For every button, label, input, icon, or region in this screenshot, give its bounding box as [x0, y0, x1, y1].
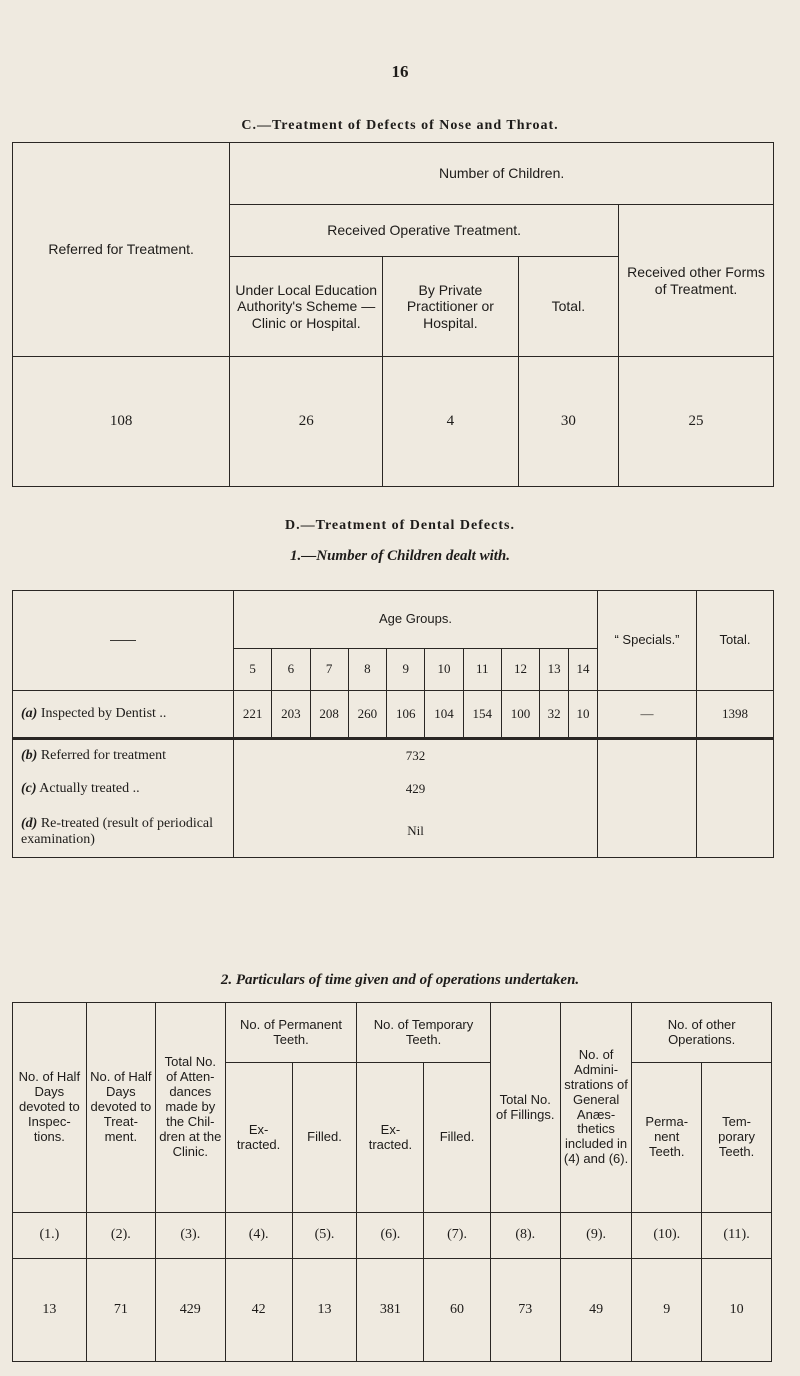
value-under-local: 26 [230, 357, 383, 487]
header-permanent: No. of Permanent Teeth. [225, 1003, 357, 1063]
column-number: (9). [560, 1213, 632, 1259]
value-cell: 10 [702, 1259, 772, 1362]
age-10: 10 [425, 649, 463, 691]
value-cell: 49 [560, 1259, 632, 1362]
section-d-subtitle-1: 1.—Number of Children dealt with. [289, 548, 511, 564]
age-11: 11 [463, 649, 501, 691]
header-received-operative: Received Operative Treatment. [230, 205, 619, 257]
column-number: (6). [357, 1213, 424, 1259]
value-cell: 381 [357, 1259, 424, 1362]
header-under-local: Under Local Education Authority's Scheme —Clinic or Hospital. [230, 257, 383, 357]
header-anaesthetics: No. of Admini- strations of General Anæs- thetics included in (4) and (6). [560, 1003, 632, 1213]
row-label [13, 691, 234, 739]
row-letter: (c) [21, 781, 37, 797]
cell: 203 [272, 691, 310, 739]
cell-specials: — [598, 691, 697, 739]
row-label-text: Referred for treatment [40, 748, 166, 764]
merged-value: 732 [234, 739, 598, 773]
row-label [13, 807, 234, 858]
empty-cell [697, 739, 774, 773]
value-cell: 13 [292, 1259, 357, 1362]
header-inspection-days: No. of Half Days devoted to Inspec- tions. [13, 1003, 87, 1213]
cell: 221 [234, 691, 272, 739]
header-other-forms: Received other Forms of Treatment. [619, 205, 774, 357]
dental-children-table [12, 590, 774, 858]
header-private: By Private Practitioner or Hospital. [383, 257, 518, 357]
row-label-text: Actually treated .. [39, 781, 140, 797]
age-9: 9 [387, 649, 425, 691]
header-attendances: Total No. of Atten- dances made by the Chil- dren at the Clinic. [155, 1003, 225, 1213]
cell-total: 1398 [697, 691, 774, 739]
header-referred: Referred for Treatment. [13, 143, 230, 357]
header-age-groups: Age Groups. [234, 591, 598, 649]
age-5: 5 [234, 649, 272, 691]
section-d-title: D.—Treatment of Dental Defects. [285, 518, 515, 533]
corner-dash: —— [13, 591, 234, 691]
row-referred [13, 739, 774, 773]
page-number: 16 [391, 62, 409, 81]
row-label-text: Re-treated (result of periodical examination) [21, 815, 214, 847]
empty-cell [598, 807, 697, 858]
header-total: Total. [518, 257, 618, 357]
value-cell: 9 [632, 1259, 702, 1362]
header-permanent-extracted: Ex- tracted. [225, 1063, 292, 1213]
age-12: 12 [501, 649, 539, 691]
header-other-permanent: Perma- nent Teeth. [632, 1063, 702, 1213]
empty-cell [697, 773, 774, 807]
merged-value: Nil [234, 807, 598, 858]
row-inspected [13, 691, 774, 739]
empty-cell [598, 773, 697, 807]
values-row [13, 1259, 772, 1362]
cell: 104 [425, 691, 463, 739]
value-private: 4 [383, 357, 518, 487]
value-cell: 60 [424, 1259, 490, 1362]
column-number: (8). [490, 1213, 560, 1259]
row-label-text: Inspected by Dentist .. [40, 705, 167, 721]
column-number: (4). [225, 1213, 292, 1259]
cell: 32 [540, 691, 569, 739]
header-other-temporary: Tem- porary Teeth. [702, 1063, 772, 1213]
value-referred: 108 [13, 357, 230, 487]
row-label [13, 773, 234, 807]
column-number: (2). [86, 1213, 155, 1259]
row-letter: (b) [21, 748, 38, 764]
cell: 260 [348, 691, 386, 739]
age-7: 7 [310, 649, 348, 691]
value-cell: 13 [13, 1259, 87, 1362]
row-letter: (d) [21, 815, 38, 831]
cell: 154 [463, 691, 501, 739]
value-other: 25 [619, 357, 774, 487]
header-temporary-filled: Filled. [424, 1063, 490, 1213]
value-cell: 429 [155, 1259, 225, 1362]
header-specials: “ Specials.” [598, 591, 697, 691]
nose-throat-table [12, 142, 774, 487]
header-treatment-days: No. of Half Days devoted to Treat- ment. [86, 1003, 155, 1213]
cell: 10 [569, 691, 598, 739]
age-14: 14 [569, 649, 598, 691]
cell: 208 [310, 691, 348, 739]
value-cell: 73 [490, 1259, 560, 1362]
section-c-title: C.—Treatment of Defects of Nose and Throat. [241, 118, 559, 133]
header-other-operations: No. of other Operations. [632, 1003, 772, 1063]
value-cell: 42 [225, 1259, 292, 1362]
age-13: 13 [540, 649, 569, 691]
header-number-of-children: Number of Children. [230, 143, 774, 205]
header-fillings: Total No. of Fillings. [490, 1003, 560, 1213]
column-number: (11). [702, 1213, 772, 1259]
row-letter: (a) [21, 705, 38, 721]
column-number: (5). [292, 1213, 357, 1259]
merged-value: 429 [234, 773, 598, 807]
column-numbers-row [13, 1213, 772, 1259]
header-permanent-filled: Filled. [292, 1063, 357, 1213]
dental-operations-table [12, 1002, 772, 1362]
empty-cell [598, 739, 697, 773]
value-total: 30 [518, 357, 618, 487]
cell: 106 [387, 691, 425, 739]
value-cell: 71 [86, 1259, 155, 1362]
column-number: (7). [424, 1213, 490, 1259]
header-temporary: No. of Temporary Teeth. [357, 1003, 490, 1063]
cell: 100 [501, 691, 539, 739]
row-treated [13, 773, 774, 807]
age-8: 8 [348, 649, 386, 691]
column-number: (3). [155, 1213, 225, 1259]
empty-cell [697, 807, 774, 858]
section-d-subtitle-2: 2. Particulars of time given and of operations undertaken. [220, 972, 580, 988]
row-label [13, 739, 234, 773]
age-6: 6 [272, 649, 310, 691]
row-retreated [13, 807, 774, 858]
header-temporary-extracted: Ex- tracted. [357, 1063, 424, 1213]
column-number: (10). [632, 1213, 702, 1259]
header-total: Total. [697, 591, 774, 691]
column-number: (1.) [13, 1213, 87, 1259]
